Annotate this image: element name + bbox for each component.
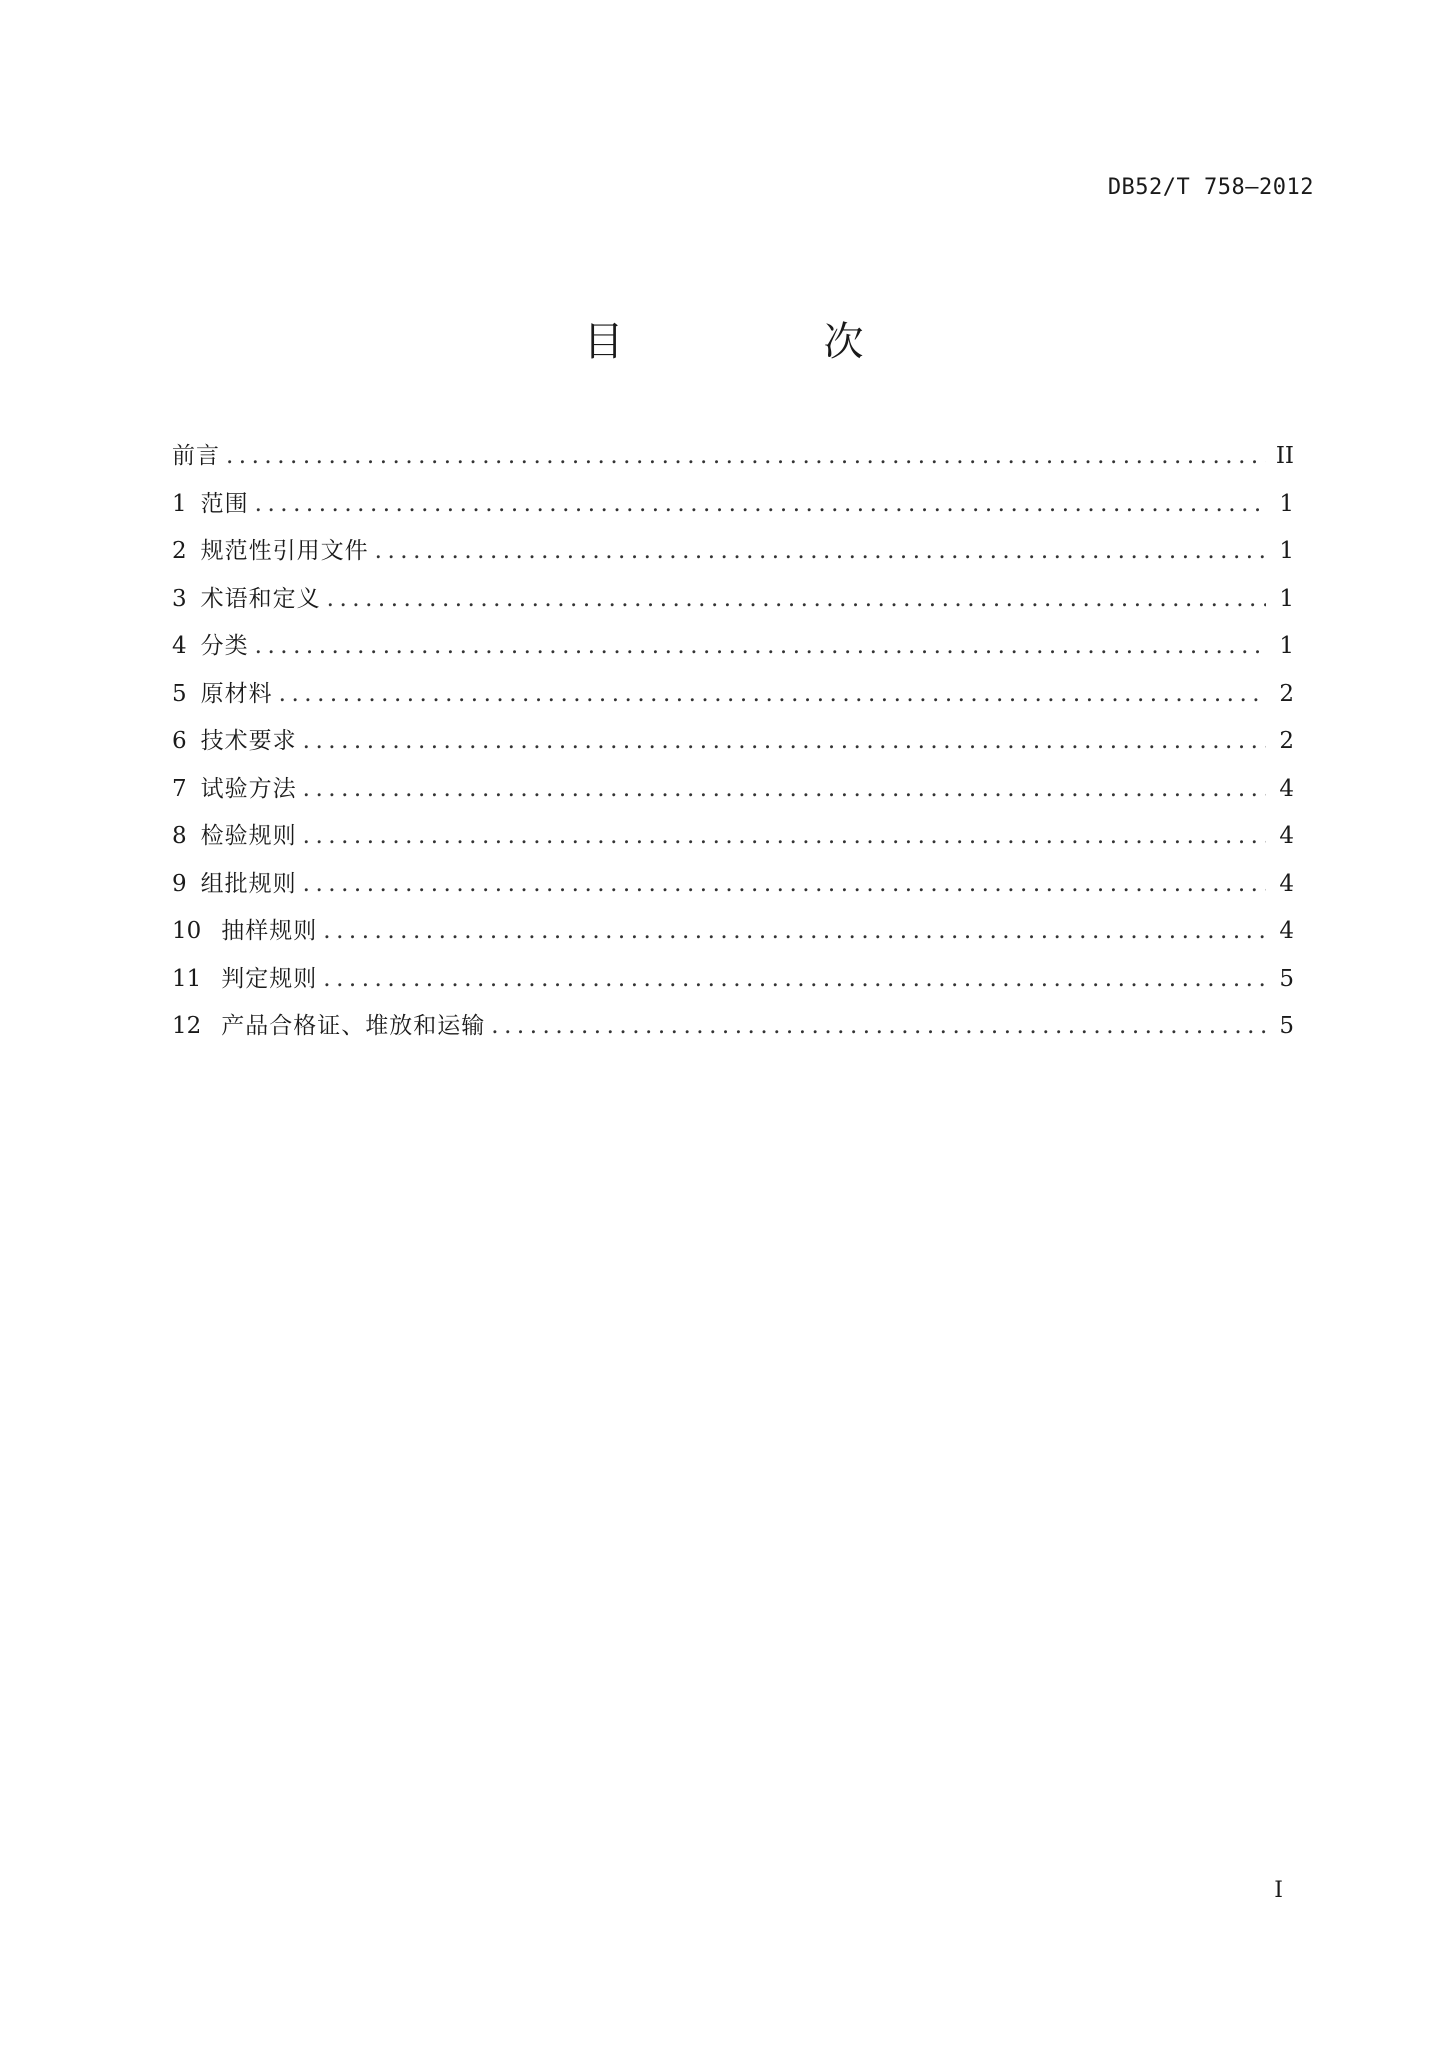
toc-leader-dots — [303, 718, 1266, 766]
toc-entry-number: 5 — [172, 680, 187, 707]
toc-entry-title: 检验规则 — [200, 823, 297, 849]
toc-entry-title: 产品合格证、堆放和运输 — [221, 1013, 486, 1039]
toc-entry-page: 4 — [1279, 918, 1294, 944]
toc-entry-title: 分类 — [200, 633, 249, 659]
toc-entry-page: 4 — [1279, 870, 1294, 897]
toc-leader-dots — [375, 528, 1266, 576]
toc-entry-page: 5 — [1279, 965, 1294, 992]
toc-entry-10[interactable] — [172, 908, 1294, 956]
toc-entry-title: 术语和定义 — [200, 585, 321, 612]
toc-entry-11[interactable] — [172, 956, 1294, 1004]
toc-entry-title: 前言 — [172, 443, 220, 469]
toc-entry-number: 4 — [172, 633, 187, 659]
standard-code: DB52/T 758—2012 — [1107, 175, 1314, 200]
toc-entry-2[interactable] — [172, 528, 1294, 576]
toc-entry-number: 2 — [172, 538, 187, 564]
toc-entry-foreword[interactable] — [172, 433, 1294, 481]
toc-entry-page: 1 — [1279, 538, 1294, 564]
toc-entry-number: 6 — [172, 728, 187, 754]
toc-leader-dots — [303, 766, 1266, 814]
toc-entry-4[interactable] — [172, 623, 1294, 671]
toc-entry-title: 原材料 — [200, 680, 273, 707]
toc-entry-number: 3 — [172, 585, 187, 612]
toc-entry-page: II — [1275, 443, 1294, 469]
toc-leader-dots — [327, 576, 1266, 624]
toc-entry-title: 试验方法 — [200, 775, 297, 802]
page-number: I — [1274, 1878, 1283, 1903]
toc-entry-number: 8 — [172, 823, 187, 849]
toc-entry-1[interactable] — [172, 481, 1294, 529]
toc-entry-title: 规范性引用文件 — [200, 538, 369, 564]
toc-entry-title: 判定规则 — [221, 965, 318, 992]
toc-entry-number: 1 — [172, 490, 187, 517]
toc-leader-dots — [323, 956, 1266, 1004]
toc-entry-number: 9 — [172, 870, 187, 897]
toc-entry-number: 7 — [172, 775, 187, 802]
toc-entry-8[interactable] — [172, 813, 1294, 861]
toc-entry-number: 10 — [172, 918, 202, 944]
toc-leader-dots — [255, 623, 1266, 671]
toc-leader-dots — [226, 433, 1266, 481]
toc-entry-page: 1 — [1279, 585, 1294, 612]
toc-entry-title: 抽样规则 — [221, 918, 318, 944]
toc-entry-title: 技术要求 — [200, 728, 297, 754]
toc-entry-title: 范围 — [200, 490, 249, 517]
toc-entry-page: 1 — [1279, 490, 1294, 517]
page-title: 目 次 — [583, 319, 944, 365]
toc-entry-7[interactable] — [172, 766, 1294, 814]
toc-entry-9[interactable] — [172, 861, 1294, 909]
toc-entry-3[interactable] — [172, 576, 1294, 624]
toc-leader-dots — [303, 861, 1266, 909]
toc-leader-dots — [255, 481, 1266, 529]
toc-entry-page: 4 — [1279, 823, 1294, 849]
toc-leader-dots — [303, 813, 1266, 861]
toc-leader-dots — [279, 671, 1266, 719]
toc-entry-page: 2 — [1279, 680, 1294, 707]
toc-entry-page: 4 — [1279, 775, 1294, 802]
toc-entry-title: 组批规则 — [200, 870, 297, 897]
toc-entry-number: 11 — [172, 965, 202, 992]
toc-entry-5[interactable] — [172, 671, 1294, 719]
toc-entry-page: 2 — [1279, 728, 1294, 754]
table-of-contents — [172, 433, 1294, 1051]
toc-entry-page: 5 — [1279, 1013, 1294, 1039]
toc-entry-6[interactable] — [172, 718, 1294, 766]
toc-leader-dots — [323, 908, 1266, 956]
toc-entry-number: 12 — [172, 1013, 202, 1039]
toc-leader-dots — [491, 1003, 1266, 1051]
toc-entry-page: 1 — [1279, 633, 1294, 659]
toc-entry-12[interactable] — [172, 1003, 1294, 1051]
